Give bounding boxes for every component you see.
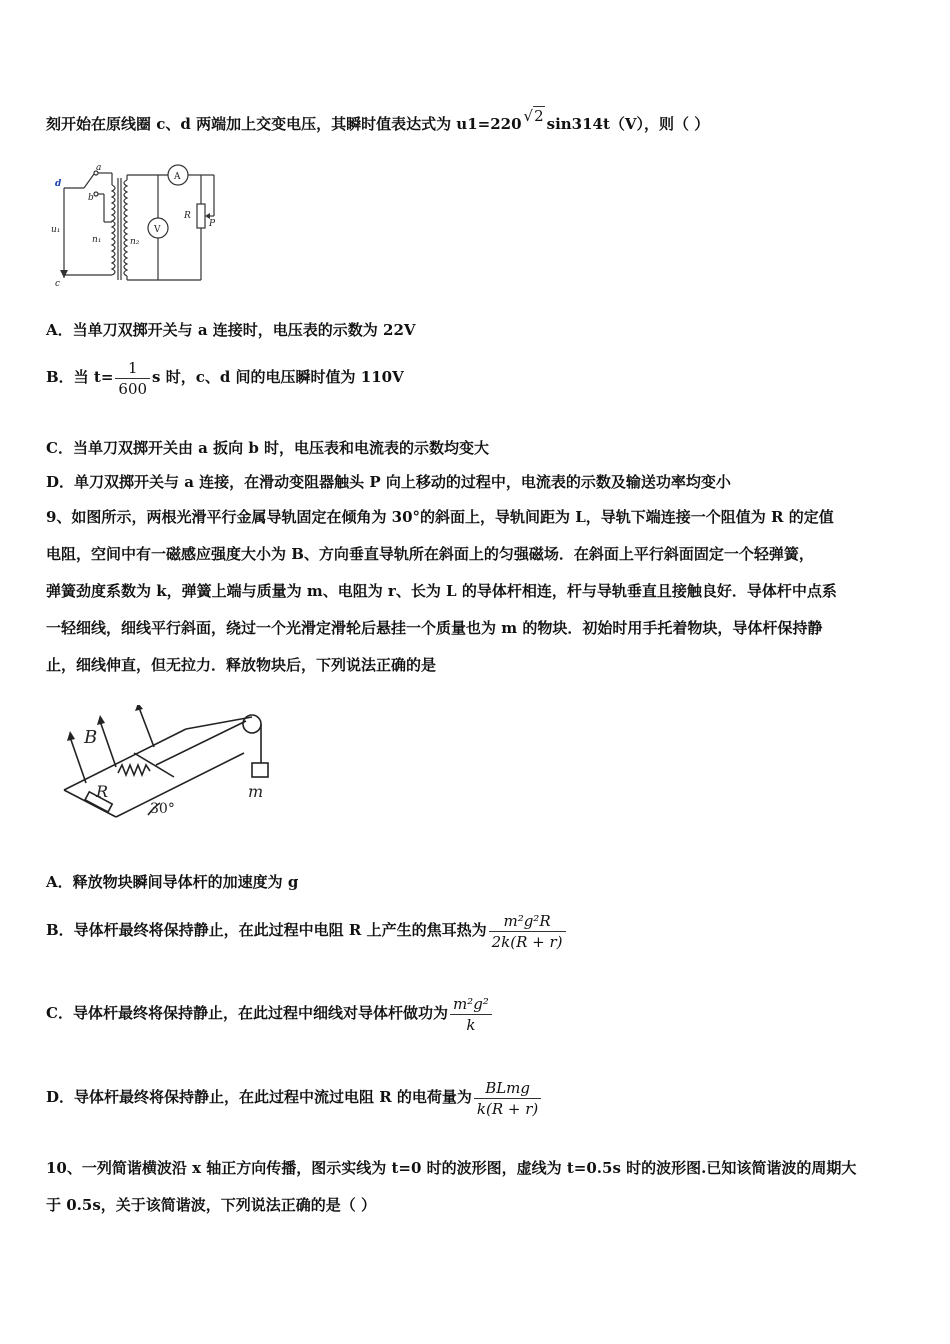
- q9-stem-line-2: 电阻，空间中有一磁感应强度大小为 B、方向垂直导轨所在斜面上的匀强磁场．在斜面上平行斜面固定一个轻弹簧，: [46, 545, 814, 563]
- q9-option-a: A．释放物块瞬间导体杆的加速度为 g: [46, 873, 299, 891]
- label-c: c: [55, 279, 61, 289]
- q9-option-d: D．导体杆最终将保持静止，在此过程中流过电阻 R 的电荷量为 $\frac{\text{BLmg}}{k(R + r)}$: [46, 1074, 543, 1120]
- q9-option-c: C．导体杆最终将保持静止，在此过程中细线对导体杆做功为 $\frac{\text{m²g²}}{k}$: [46, 990, 494, 1036]
- field-arrow-2: [100, 721, 116, 767]
- q8-stem: [46, 107, 710, 134]
- label-b: b: [88, 193, 94, 203]
- label-u1: u₁: [51, 225, 61, 235]
- q8-option-a: A．当单刀双掷开关与 a 连接时，电压表的示数为 22V: [46, 321, 416, 339]
- label-ammeter: A: [174, 172, 181, 182]
- block: [252, 763, 268, 777]
- label-angle: 30°: [150, 801, 175, 817]
- q9-stem-line-4: 一轻细线，细线平行斜面，绕过一个光滑定滑轮后悬挂一个质量也为 m 的物块．初始时用手托着物块，导体杆保持静: [46, 619, 823, 637]
- q8-option-b: B．当 t= $\frac{1}{600}$ s 时，c、d 间的电压瞬时值为 110V: [46, 358, 404, 398]
- rheostat: [197, 204, 205, 228]
- q9-option-b: B．导体杆最终将保持静止，在此过程中电阻 R 上产生的焦耳热为 $\frac{\text{m²g²R}}{2k(R + r)}$: [46, 907, 568, 953]
- q8-option-d: D．单刀双掷开关与 a 连接，在滑动变阻器触头 P 向上移动的过程中，电流表的示数及输送功率均变小: [46, 473, 731, 491]
- label-m: m: [248, 782, 264, 801]
- q10-stem-line-2: 于 0.5s，关于该简谐波，下列说法正确的是（ ）: [46, 1196, 376, 1214]
- incline-rail-figure: [56, 705, 286, 823]
- label-P: P: [209, 219, 216, 229]
- q9-stem-line-1: 9、如图所示，两根光滑平行金属导轨固定在倾角为 30°的斜面上，导轨间距为 L，导轨下端连接一个阻值为 R 的定值: [46, 508, 834, 526]
- spring: [118, 765, 150, 775]
- q9-stem-line-3: 弹簧劲度系数为 k，弹簧上端与质量为 m、电阻为 r、长为 L 的导体杆相连，杆与导轨垂直且接触良好．导体杆中点系: [46, 582, 837, 600]
- switch-blade: [84, 174, 94, 188]
- label-R: R: [184, 211, 191, 221]
- fraction-t: $\frac{1}{600}$: [115, 358, 150, 399]
- label-voltmeter: V: [154, 225, 161, 235]
- sqrt-expression: √2: [523, 107, 544, 125]
- q8-option-c: C．当单刀双掷开关由 a 扳向 b 时，电压表和电流表的示数均变大: [46, 439, 490, 457]
- primary-coil: [112, 185, 115, 275]
- q10-stem-line-1: 10、一列简谐横波沿 x 轴正方向传播，图示实线为 t=0 时的波形图，虚线为 t=0.5s 时的波形图.已知该简谐波的周期大: [46, 1159, 857, 1177]
- fraction-charge: $\frac{\text{BLmg}}{k(R + r)}$: [474, 1078, 541, 1119]
- label-B: B: [84, 727, 98, 748]
- label-a: a: [96, 163, 102, 173]
- fraction-work: $\frac{\text{m²g²}}{k}$: [450, 994, 492, 1035]
- secondary-coil: [124, 180, 127, 276]
- label-n2: n₂: [130, 237, 140, 247]
- fraction-joule-heat: $\frac{\text{m²g²R}}{2k(R + r)}$: [489, 911, 566, 952]
- transformer-circuit-figure: [46, 160, 236, 290]
- conductor-rod: [134, 753, 174, 777]
- q8-stem-text-b: sin314t（V），则（ ）: [546, 115, 710, 133]
- label-d: d: [55, 179, 62, 189]
- label-R: R: [96, 782, 109, 801]
- label-n1: n₁: [92, 235, 102, 245]
- q9-stem-line-5: 止，细线伸直，但无拉力．释放物块后，下列说法正确的是: [46, 656, 437, 674]
- q8-stem-text-a: 刻开始在原线圈 c、d 两端加上交变电压，其瞬时值表达式为 u1=220: [46, 115, 522, 133]
- rail-lower: [116, 753, 244, 817]
